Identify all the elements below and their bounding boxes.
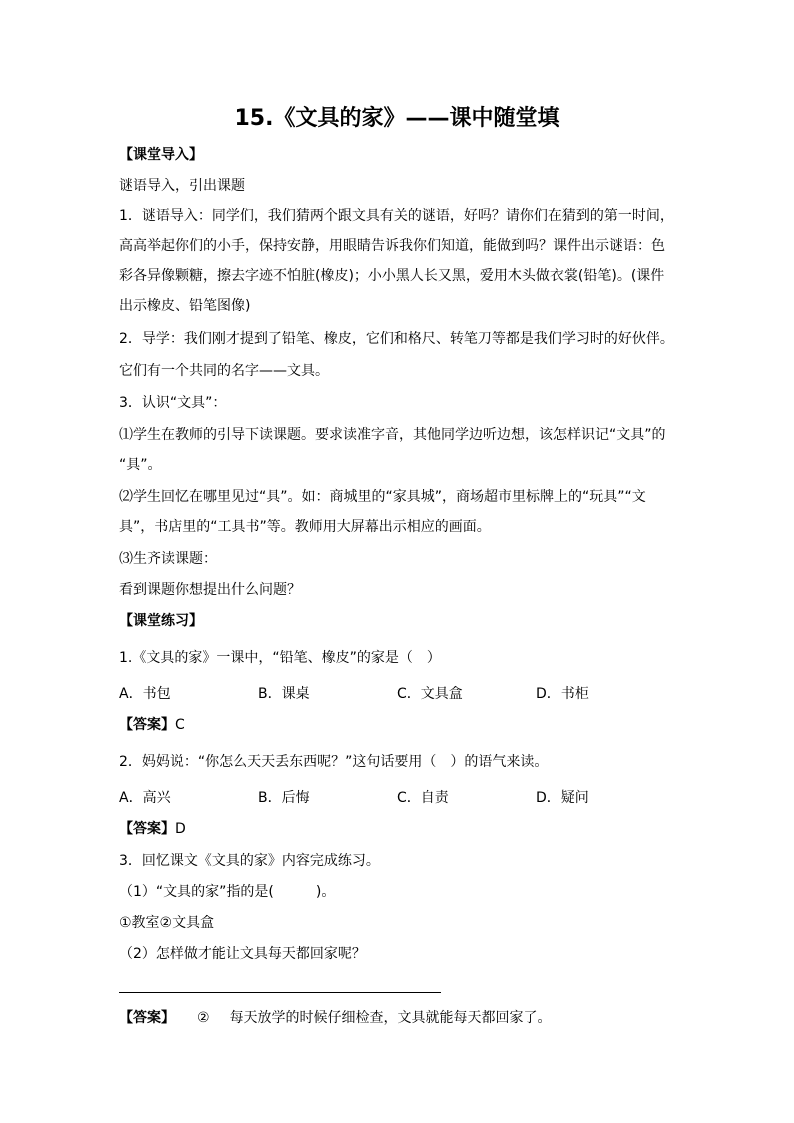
question-prompt: 看到课题你想提出什么问题？ bbox=[119, 582, 301, 598]
paragraph-riddle-line-2: 高高举起你们的小手，保持安静，用眼睛告诉我你们知道，能做到吗？课件出示谜语：色 bbox=[119, 238, 665, 254]
q1-option-d: D．书柜 bbox=[536, 686, 589, 702]
step-2-line-1: ⑵学生回忆在哪里见过“具”。如：商城里的“家具城”，商场超市里标牌上的“玩具”“文 bbox=[119, 489, 646, 505]
step-3: ⑶生齐读课题： bbox=[119, 551, 217, 567]
q3-answer bbox=[119, 1008, 552, 1028]
paragraph-riddle-line-3: 彩各异像颗糖，擦去字迹不怕脏(橡皮)；小小黑人长又黑，爱用木头做衣裳(铅笔)。(课件 bbox=[119, 268, 665, 284]
q3-answer-choice: ② bbox=[197, 1010, 210, 1026]
q3-sub-question-1: （1）“文具的家”指的是( )。 bbox=[119, 884, 336, 900]
q1-answer-label: 【答案】 bbox=[119, 717, 175, 733]
q3-answer-label: 【答案】 bbox=[119, 1010, 175, 1026]
section-heading-practice: 【课堂练习】 bbox=[119, 613, 203, 629]
q2-option-d: D．疑问 bbox=[536, 790, 589, 806]
question-3-text: 3．回忆课文《文具的家》内容完成练习。 bbox=[119, 853, 380, 869]
paragraph-riddle-line-1: 1．谜语导入：同学们，我们猜两个跟文具有关的谜语，好吗？请你们在猜到的第一时间， bbox=[119, 208, 674, 224]
step-1-line-1: ⑴学生在教师的引导下读课题。要求读准字音，其他同学边听边想，该怎样识记“文具”的 bbox=[119, 427, 666, 443]
q1-option-b: B．课桌 bbox=[258, 686, 310, 702]
q2-answer bbox=[119, 819, 186, 839]
question-1-text: 1.《文具的家》一课中，“铅笔、橡皮”的家是（ ） bbox=[119, 650, 441, 666]
paragraph-riddle-line-4: 出示橡皮、铅笔图像) bbox=[119, 298, 251, 314]
q2-option-c: C．自责 bbox=[397, 790, 449, 806]
step-1-line-2: “具”。 bbox=[119, 457, 162, 473]
q1-option-a: A．书包 bbox=[119, 686, 171, 702]
page-title: 15.《文具的家》——课中随堂填 bbox=[234, 106, 560, 131]
paragraph-guide-line-2: 它们有一个共同的名字——文具。 bbox=[119, 363, 329, 379]
step-2-line-2: 具”，书店里的“工具书”等。教师用大屏幕出示相应的画面。 bbox=[119, 519, 491, 535]
q2-answer-value: D bbox=[175, 821, 186, 837]
q1-answer-value: C bbox=[175, 717, 185, 733]
paragraph-recognize: 3．认识“文具”： bbox=[119, 395, 227, 411]
intro-subtitle: 谜语导入，引出课题 bbox=[119, 178, 245, 194]
answer-blank-line bbox=[119, 992, 441, 993]
q3-answer-text: 每天放学的时候仔细检查，文具就能每天都回家了。 bbox=[229, 1010, 552, 1026]
paragraph-guide-line-1: 2．导学：我们刚才提到了铅笔、橡皮，它们和格尺、转笔刀等都是我们学习时的好伙伴。 bbox=[119, 331, 674, 347]
q1-option-c: C．文具盒 bbox=[397, 686, 463, 702]
q2-answer-label: 【答案】 bbox=[119, 821, 175, 837]
question-2-text: 2．妈妈说：“你怎么天天丢东西呢？”这句话要用（ ）的语气来读。 bbox=[119, 754, 549, 770]
q2-option-a: A．高兴 bbox=[119, 790, 171, 806]
q2-option-b: B．后悔 bbox=[258, 790, 310, 806]
q3-sub-question-2: （2）怎样做才能让文具每天都回家呢？ bbox=[119, 946, 366, 962]
q1-answer bbox=[119, 715, 185, 735]
q3-choices: ①教室②文具盒 bbox=[119, 915, 215, 931]
section-heading-intro: 【课堂导入】 bbox=[119, 147, 203, 163]
